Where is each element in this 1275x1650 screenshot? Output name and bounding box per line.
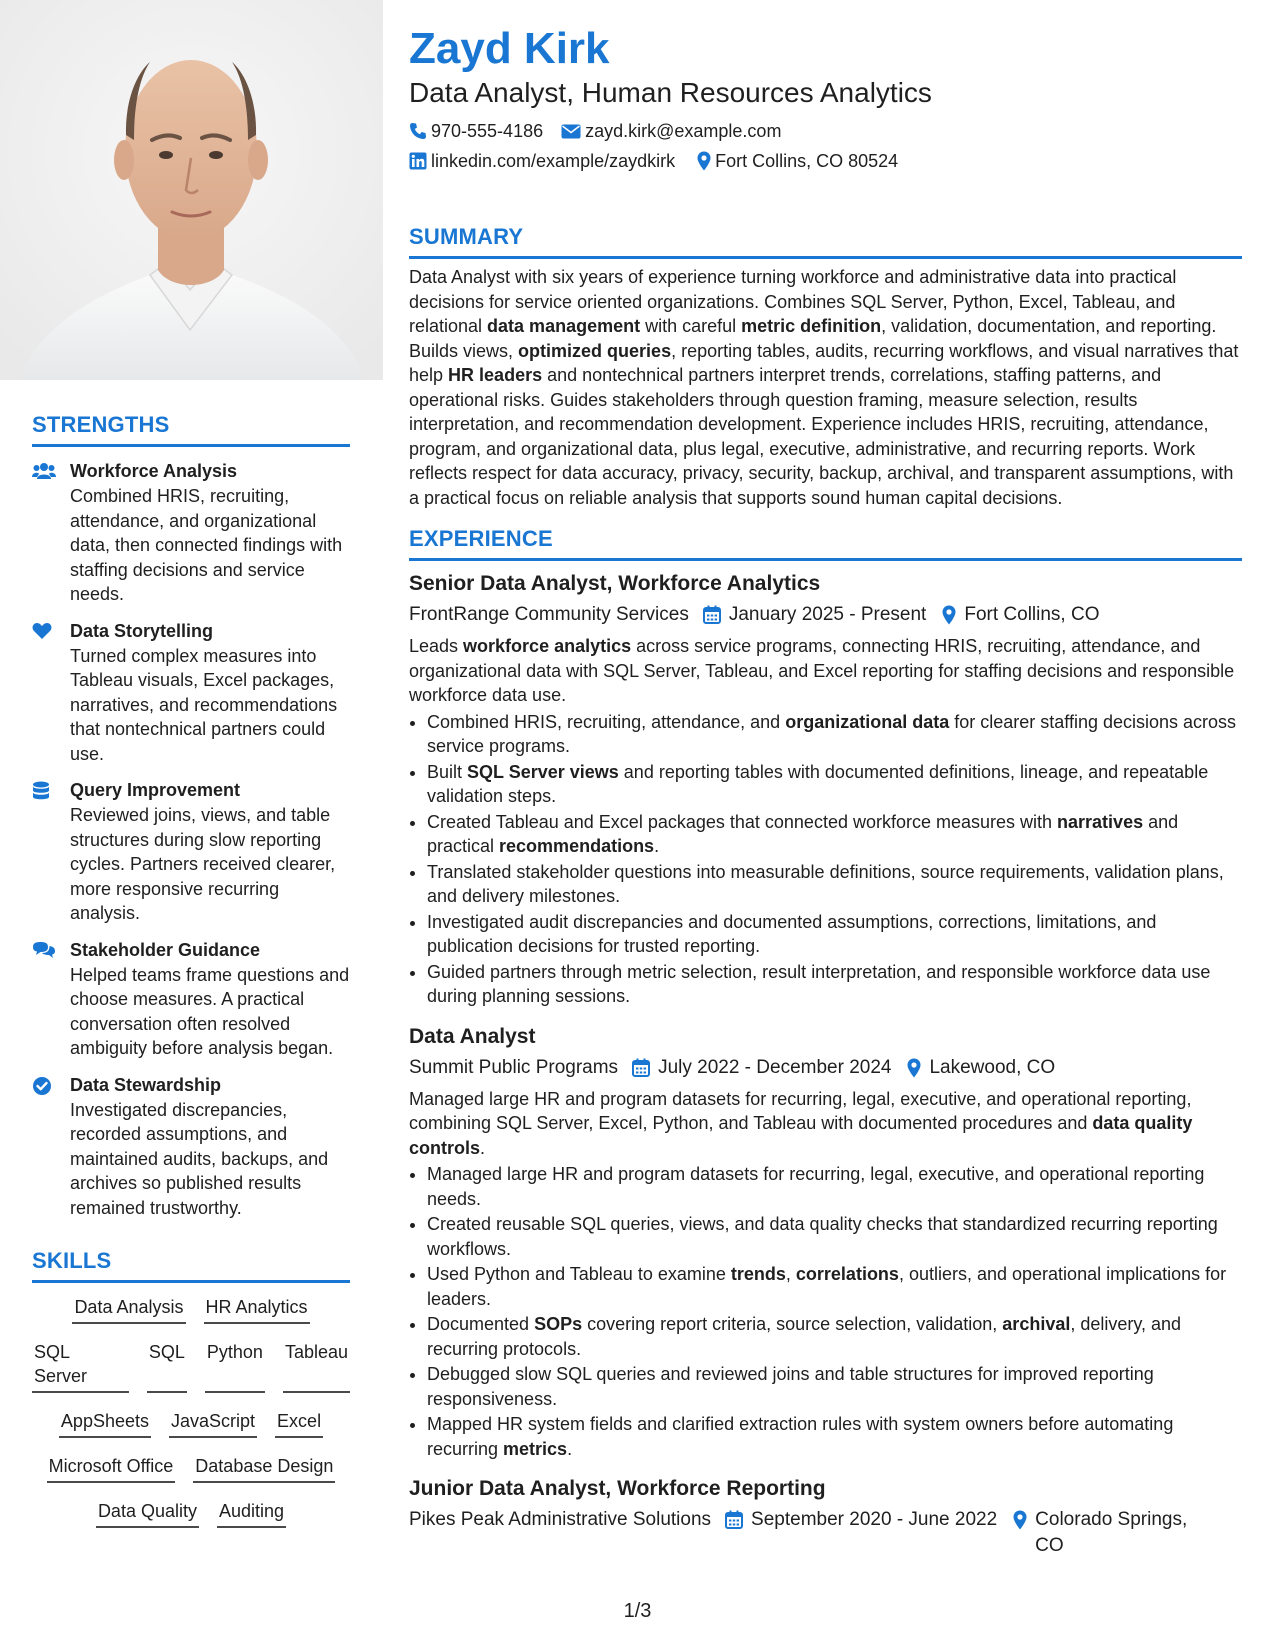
job-bullet (427, 1162, 1242, 1211)
job-entry (409, 1475, 1242, 1559)
bold-text: data quality controls (409, 1113, 1193, 1158)
text-segment: Translated stakeholder questions into measurable definitions, source requirements, validation plans, and delivery milestones. (427, 861, 1224, 906)
text-segment: . (480, 1137, 486, 1158)
job-bullet (427, 1262, 1242, 1311)
strength-text: Combined HRIS, recruiting, attendance, and organizational data, then connected findings with staffing decisions and service needs. (70, 486, 343, 604)
check-circle-icon (32, 1073, 70, 1221)
linkedin-contact (409, 148, 675, 174)
strength-item (32, 619, 350, 767)
skill-tag: Auditing (217, 1499, 286, 1528)
text-segment: Data Analyst with six years of experience turning workforce and administrative data into practical decisions for service oriented organizations. Combines SQL Server, Python, Excel, Tableau, and relational (409, 267, 1177, 336)
skill-tag: Excel (275, 1409, 323, 1438)
map-pin-icon (697, 151, 711, 171)
job-bullet (427, 1362, 1242, 1411)
summary-heading: SUMMARY (409, 224, 1242, 259)
skill-row (32, 1409, 350, 1438)
text-segment: Used Python and Tableau to examine (427, 1264, 731, 1284)
email-contact (561, 118, 781, 144)
users-icon (32, 459, 70, 607)
text-segment: , delivery, and recurring protocols. (427, 1314, 1182, 1359)
job-location: Fort Collins, CO (964, 604, 1100, 625)
job-dates: July 2022 - December 2024 (658, 1056, 892, 1078)
text-segment: Managed large HR and program datasets for recurring, legal, executive, and operational reporting needs. (427, 1164, 1205, 1209)
bold-text: organizational data (785, 711, 950, 732)
text-segment: across service programs, connecting HRIS, recruiting, attendance, and organizational data with SQL Server, Tableau, and Excel reporting for staffing decisions and responsible workforce data use. (409, 636, 1235, 705)
job-company: FrontRange Community Services (409, 604, 689, 625)
strength-item (32, 938, 350, 1061)
job-bullets (409, 1162, 1242, 1461)
job-company: Pikes Peak Administrative Solutions (409, 1509, 712, 1530)
page-number: 1/3 (623, 1600, 652, 1622)
bold-text: SQL Server views (467, 761, 619, 782)
strength-item (32, 459, 350, 607)
bold-text: narratives (1057, 811, 1144, 832)
email-address[interactable]: zayd.kirk@example.com (585, 121, 782, 141)
calendar-icon (632, 1055, 650, 1077)
bold-text: optimized queries (518, 340, 672, 361)
job-role: Junior Data Analyst, Workforce Reporting (409, 1477, 826, 1500)
envelope-icon (561, 124, 581, 139)
job-bullet (427, 1212, 1242, 1261)
phone-number[interactable]: 970-555-4186 (431, 121, 544, 141)
job-entry (409, 570, 1242, 1009)
text-segment: covering report criteria, source selection, validation, (582, 1314, 1003, 1334)
heart-icon (32, 619, 70, 767)
strength-title: Data Storytelling (70, 620, 214, 641)
map-pin-icon (907, 1055, 921, 1078)
job-company: Summit Public Programs (409, 1056, 619, 1078)
sidebar (0, 0, 383, 1650)
job-meta (409, 1507, 1242, 1559)
strength-title: Stakeholder Guidance (70, 939, 261, 960)
job-description (409, 1087, 1242, 1161)
bold-text: HR leaders (448, 365, 543, 385)
text-segment: , validation, documentation, and reporting. Builds views, (409, 316, 1217, 361)
job-meta (409, 602, 1242, 628)
text-segment: Debugged slow SQL queries and reviewed joins and table structures for improved reporting responsiveness. (427, 1364, 1154, 1409)
linkedin-url[interactable]: linkedin.com/example/zaydkirk (431, 151, 676, 171)
job-location: Lakewood, CO (929, 1056, 1056, 1078)
contact-row-2 (409, 148, 1242, 174)
strength-title: Data Stewardship (70, 1074, 222, 1095)
candidate-title: Data Analyst, Human Resources Analytics (409, 77, 932, 108)
skill-tag: JavaScript (169, 1409, 257, 1438)
skill-row (32, 1499, 350, 1528)
bold-text: data management (487, 316, 641, 336)
strength-title: Workforce Analysis (70, 461, 238, 481)
text-segment: Leads (409, 636, 464, 656)
text-segment: for clearer staffing decisions across service programs. (427, 711, 1237, 756)
text-segment: and practical (427, 811, 1179, 856)
strength-item (32, 778, 350, 926)
job-dates: September 2020 - June 2022 (751, 1509, 998, 1530)
skill-tag: Microsoft Office (47, 1454, 176, 1483)
job-meta (409, 1055, 1242, 1081)
bold-text: correlations (795, 1264, 899, 1284)
bold-text: metric definition (741, 316, 882, 336)
text-segment: Created reusable SQL queries, views, and data quality checks that standardized recurring reporting workflows. (427, 1214, 1218, 1259)
bold-text: trends (730, 1264, 786, 1284)
job-bullet (427, 1312, 1242, 1361)
strength-text: Reviewed joins, views, and table structures during slow reporting cycles. Partners received clearer, more responsive recurring analysis. (70, 805, 336, 923)
text-segment: Managed large HR and program datasets for recurring, legal, executive, and operational reporting, combining SQL Server, Excel, Python, and Tableau with documented procedures and (409, 1088, 1192, 1133)
calendar-icon (725, 1507, 743, 1529)
strength-text: Helped teams frame questions and choose measures. A practical conversation often resolved ambiguity before analysis began. (70, 964, 350, 1058)
map-pin-icon (942, 602, 956, 625)
job-bullet (427, 960, 1242, 1009)
location-contact (697, 148, 898, 174)
strength-title: Query Improvement (70, 780, 241, 800)
job-bullet (427, 1412, 1242, 1461)
text-segment: , reporting tables, audits, recurring workflows, and visual narratives that help (409, 340, 1239, 385)
text-segment: , (785, 1264, 796, 1284)
job-dates: January 2025 - Present (728, 604, 927, 625)
bold-text: workforce analytics (463, 636, 632, 656)
linkedin-icon (409, 152, 427, 170)
job-bullet (427, 910, 1242, 959)
summary-text (409, 265, 1242, 510)
skill-tag: AppSheets (59, 1409, 151, 1438)
text-segment: and reporting tables with documented definitions, lineage, and repeatable validation steps. (427, 761, 1209, 806)
text-segment: Created Tableau and Excel packages that connected workforce measures with (427, 811, 1058, 832)
database-icon (32, 778, 70, 926)
text-segment: and nontechnical partners interpret trends, correlations, staffing patterns, and operational risks. Guides stakeholders through question framing, measure selection, results interpretation, and recommendation development. Experience includes HRIS, recruiting, attendance, program, and organizational data, plus legal, executive, administrative, and recurring reports. Work reflects respect for data accuracy, privacy, security, backup, archival, and transparent assumptions, with a practical focus on reliable analysis that supports sound human capital decisions. (409, 365, 1234, 508)
text-segment: Combined HRIS, recruiting, attendance, and (427, 711, 786, 732)
skill-row (32, 1454, 350, 1483)
contact-row (409, 118, 1242, 144)
candidate-name: Zayd Kirk (409, 24, 610, 73)
skill-tag: Tableau (283, 1340, 350, 1393)
text-segment: . (654, 836, 660, 856)
skill-row (32, 1340, 350, 1393)
job-location: Colorado Springs, CO (1035, 1509, 1188, 1556)
calendar-icon (703, 602, 721, 624)
bold-text: metrics (503, 1438, 568, 1459)
job-bullet (427, 710, 1242, 759)
bold-text: recommendations (499, 836, 655, 856)
bold-text: archival (1002, 1314, 1071, 1334)
bold-text: SOPs (534, 1314, 583, 1334)
skill-tag: SQL (147, 1340, 187, 1393)
skills-list (32, 1295, 350, 1528)
text-segment: Investigated audit discrepancies and documented assumptions, corrections, limitations, and publication decisions for trusted reporting. (427, 911, 1157, 956)
strength-text: Turned complex measures into Tableau visuals, Excel packages, narratives, and recommendations that nontechnical partners could use. (70, 645, 338, 764)
phone-contact (409, 118, 543, 144)
job-role: Senior Data Analyst, Workforce Analytics (409, 572, 821, 595)
skill-tag: Database Design (193, 1454, 335, 1483)
skill-tag: Data Analysis (72, 1295, 185, 1324)
text-segment: Documented (427, 1314, 535, 1334)
text-segment: , outliers, and operational implications for leaders. (427, 1264, 1227, 1309)
main-content (409, 22, 1242, 1559)
skill-row (32, 1295, 350, 1324)
skill-tag: SQL Server (32, 1340, 129, 1393)
skill-tag: Data Quality (96, 1499, 199, 1528)
experience-list (409, 570, 1242, 1559)
text-segment: with careful (640, 316, 742, 336)
experience-heading: EXPERIENCE (409, 526, 1242, 561)
job-bullet (427, 860, 1242, 909)
phone-icon (409, 122, 427, 140)
skill-tag: HR Analytics (204, 1295, 310, 1324)
comments-icon (32, 938, 70, 1061)
text-segment: . (567, 1438, 573, 1459)
skills-heading: SKILLS (32, 1248, 350, 1283)
location-text: Fort Collins, CO 80524 (715, 151, 899, 171)
job-role: Data Analyst (409, 1024, 536, 1048)
job-entry (409, 1023, 1242, 1462)
text-segment: Built (427, 761, 468, 782)
strengths-heading: STRENGTHS (32, 412, 350, 447)
strength-item (32, 1073, 350, 1221)
skill-tag: Python (205, 1340, 265, 1393)
job-bullet (427, 810, 1242, 859)
text-segment: Guided partners through metric selection, result interpretation, and responsible workforce data use during planning sessions. (427, 961, 1211, 1006)
job-description (409, 634, 1242, 708)
job-bullet (427, 760, 1242, 809)
strength-text: Investigated discrepancies, recorded assumptions, and maintained audits, backups, and archives so published results remained trustworthy. (70, 1099, 329, 1218)
profile-photo (0, 0, 383, 380)
text-segment: Mapped HR system fields and clarified extraction rules with system owners before automating recurring (427, 1414, 1174, 1459)
map-pin-icon (1013, 1507, 1027, 1530)
job-bullets (409, 710, 1242, 1009)
